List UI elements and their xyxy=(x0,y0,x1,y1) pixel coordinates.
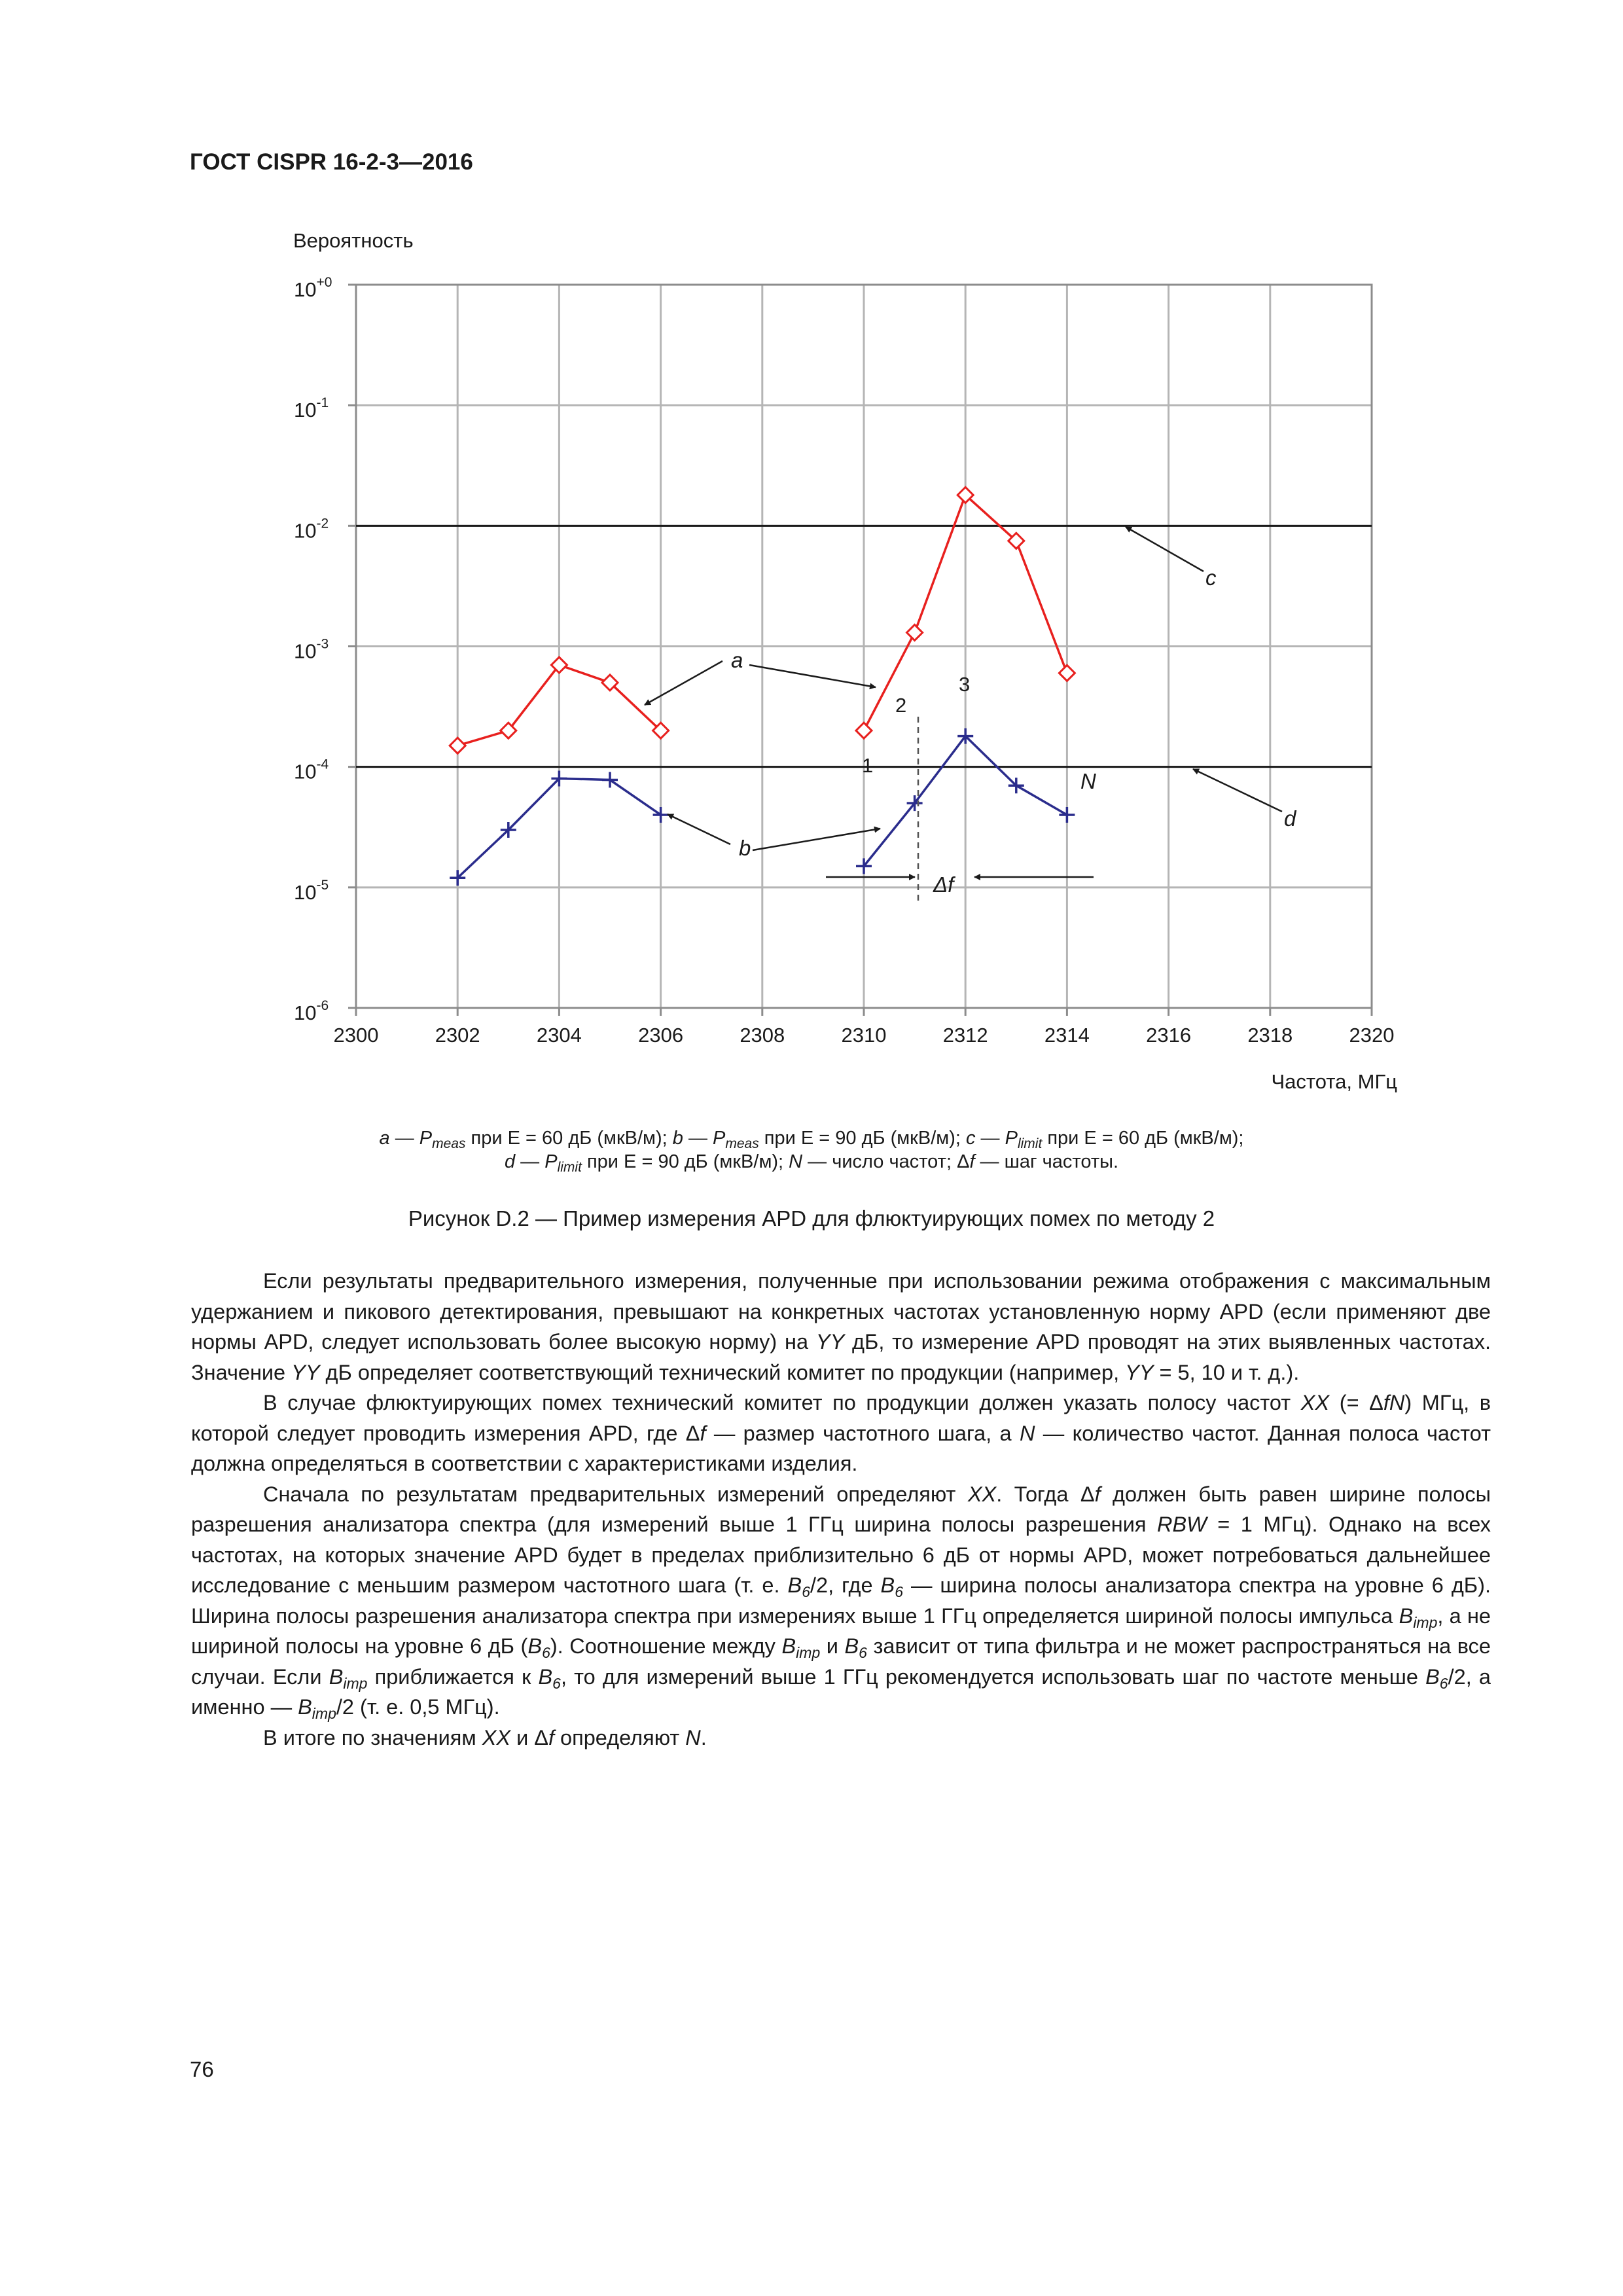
y-tick-label: $10^{-2}$ xyxy=(294,516,329,543)
p3-text-2: . Тогда Δ xyxy=(996,1482,1095,1506)
p3-text-8: ). Соотношение между xyxy=(550,1634,782,1658)
figure-caption: Рисунок D.2 — Пример измерения APD для флюктуирующих помех по методу 2 xyxy=(408,1206,1215,1230)
p3-b6-e: B xyxy=(538,1664,553,1689)
series-a-diamond-marker xyxy=(450,738,465,753)
x-tick-label: 2312 xyxy=(942,1024,988,1047)
y-axis-label: Вероятность xyxy=(293,229,414,252)
x-tick-label: 2302 xyxy=(435,1024,480,1047)
legend-df-text: — шаг частоты. xyxy=(974,1151,1119,1172)
p3-text-4: = 1 МГц). Однако на всех частотах, на которых значение APD будет в пределах приблизительно 6 дБ от нормы APD, может потребоваться дальнейшее исследование с меньшим размером частотного шага (т. е. xyxy=(191,1513,1491,1597)
p4-text-1: В итоге по значениям xyxy=(263,1725,482,1749)
legend-c-dash: — xyxy=(975,1128,1005,1149)
p1-text-2: дБ, то измерение APD проводят на этих выявленных частотах. Значение xyxy=(191,1330,1491,1384)
x-tick-label: 2316 xyxy=(1146,1024,1192,1047)
y-tick-label: $10^{-1}$ xyxy=(294,395,329,422)
series-a-diamond-marker xyxy=(856,723,872,738)
legend-b-sub: meas xyxy=(725,1136,759,1151)
legend-c-sub: limit xyxy=(1017,1136,1043,1151)
legend-df-delta: Δ xyxy=(957,1151,970,1172)
p3-text-5: /2, где xyxy=(810,1573,881,1597)
p3-bimp-1-sub: imp xyxy=(1413,1613,1438,1631)
p2-fn: fN xyxy=(1383,1391,1405,1414)
p3-b6-f-sub: 6 xyxy=(1439,1674,1448,1692)
p3-text-6: — ширина полосы анализатора спектра на уровне 6 дБ). Ширина полосы разрешения анализатора спектра при измерениях выше 1 ГГц определяется шириной полосы импульса xyxy=(191,1573,1491,1628)
annotation-n: N xyxy=(1080,769,1096,793)
p3-text-12: , то для измерений выше 1 ГГц рекомендуется использовать шаг по частоте меньше xyxy=(560,1664,1426,1689)
annotation-arrow-a-right xyxy=(749,665,876,687)
legend-b-dash: — xyxy=(683,1128,713,1149)
legend-n-text: — число частот; xyxy=(802,1151,957,1172)
series-a-diamond-marker xyxy=(1059,665,1075,681)
p3-b6-c: B xyxy=(527,1634,543,1658)
annotation-label-b: b xyxy=(739,836,751,860)
series-b-plus-marker xyxy=(1059,807,1075,823)
y-tick-label: $10^{-5}$ xyxy=(294,877,329,904)
annotation-arrow-c xyxy=(1126,527,1204,571)
p1-yy-2: YY xyxy=(291,1360,320,1384)
legend-a-sub: meas xyxy=(432,1136,466,1151)
p3-bimp-3: B xyxy=(329,1664,344,1689)
p3-text-14: /2 (т. е. 0,5 МГц). xyxy=(336,1695,500,1719)
p3-bimp-2-sub: imp xyxy=(796,1644,821,1661)
p3-b6-f: B xyxy=(1425,1664,1440,1689)
p3-text-3: должен быть равен ширине полосы разрешения анализатора спектра (для измерений выше 1 ГГц ширина полосы разрешения xyxy=(191,1482,1491,1536)
annotation-arrow-b-left xyxy=(668,814,730,844)
p3-b6-e-sub: 6 xyxy=(552,1674,561,1692)
p4-xx: XX xyxy=(482,1725,511,1749)
series-b-plus-marker xyxy=(653,807,669,823)
p3-b6-a: B xyxy=(787,1573,802,1597)
p3-b6-d: B xyxy=(844,1634,859,1658)
p3-text-10: зависит от типа фильтра и не может распространяться на все случаи. Если xyxy=(191,1634,1491,1689)
paragraph-1 xyxy=(191,1266,1491,1388)
paragraph-4 xyxy=(191,1723,1491,1753)
p3-b6-b: B xyxy=(880,1573,895,1597)
p3-rbw: RBW xyxy=(1156,1513,1207,1536)
legend-a-letter: a xyxy=(379,1128,390,1149)
p1-yy-3: YY xyxy=(1125,1360,1154,1384)
page-number: 76 xyxy=(190,2057,214,2081)
legend-a-dash: — xyxy=(389,1128,419,1149)
x-tick-label: 2314 xyxy=(1044,1024,1090,1047)
legend-b-letter: b xyxy=(672,1128,683,1149)
p2-text-3: ) МГц, в которой следует проводить измерения APD, где Δ xyxy=(191,1391,1491,1445)
p3-xx: XX xyxy=(967,1482,997,1506)
legend-a-text: при E = 60 дБ (мкВ/м); xyxy=(465,1128,673,1149)
annotation-label-c: c xyxy=(1205,565,1217,590)
x-axis-label: Частота, МГц xyxy=(1271,1070,1397,1093)
p3-b6-d-sub: 6 xyxy=(859,1644,867,1661)
p1-text-3: дБ определяет соответствующий технический комитет по продукции (например, xyxy=(319,1360,1126,1384)
p3-b6-c-sub: 6 xyxy=(542,1644,550,1661)
legend-c-p: P xyxy=(1005,1128,1018,1149)
x-tick-label: 2308 xyxy=(740,1024,785,1047)
x-tick-label: 2300 xyxy=(333,1024,379,1047)
annotation-arrow-b-right xyxy=(753,829,880,850)
p4-text-3: определяют xyxy=(554,1725,686,1749)
p3-text-1: Сначала по результатам предварительных измерений определяют xyxy=(263,1482,968,1506)
p2-xx: XX xyxy=(1300,1391,1330,1414)
p3-text-9: и xyxy=(820,1634,845,1658)
p3-bimp-4: B xyxy=(298,1695,312,1719)
p4-text-2: и Δ xyxy=(510,1725,548,1749)
y-tick-label: $10^{-4}$ xyxy=(294,757,329,783)
p1-yy-1: YY xyxy=(815,1330,845,1354)
p1-text-1: Если результаты предварительного измерения, полученные при использовании режима отображения с максимальным удержанием и пикового детектирования, превышают на конкретных частотах установленную норму APD (если применяют две нормы APD, следует использовать более высокую норму) на xyxy=(191,1269,1491,1354)
x-tick-label: 2318 xyxy=(1247,1024,1293,1047)
legend-d-p: P xyxy=(544,1151,558,1172)
y-tick-label: $10^{-6}$ xyxy=(294,998,329,1024)
legend-c-letter: c xyxy=(965,1128,976,1149)
p2-text-4: — размер частотного шага, а xyxy=(705,1421,1020,1445)
x-tick-label: 2310 xyxy=(841,1024,887,1047)
y-tick-label: $10^{+0}$ xyxy=(294,275,332,301)
legend-a-p: P xyxy=(419,1128,433,1149)
annotation-label-a: a xyxy=(731,648,743,672)
p1-text-4: = 5, 10 и т. д.). xyxy=(1153,1360,1300,1384)
p4-n: N xyxy=(685,1725,701,1749)
annotation-delta-f: Δf xyxy=(933,872,954,897)
paragraph-2 xyxy=(191,1388,1491,1479)
legend-d-sub: limit xyxy=(557,1160,582,1175)
legend-c-text: при E = 60 дБ (мкВ/м); xyxy=(1042,1128,1244,1149)
p3-bimp-3-sub: imp xyxy=(343,1674,368,1692)
paragraph-3 xyxy=(191,1479,1491,1723)
p4-text-4: . xyxy=(700,1725,707,1749)
p3-bimp-1: B xyxy=(1399,1604,1414,1628)
figure-legend-line-1 xyxy=(164,1127,1459,1149)
annotation-point-3: 3 xyxy=(959,673,971,696)
p2-text-1: В случае флюктуирующих помех технический комитет по продукции должен указать полосу частот xyxy=(263,1391,1301,1414)
p3-f: f xyxy=(1094,1482,1101,1506)
legend-d-letter: d xyxy=(504,1151,516,1172)
figure-legend-line-2 xyxy=(164,1151,1459,1173)
legend-d-dash: — xyxy=(515,1151,545,1172)
legend-b-p: P xyxy=(713,1128,726,1149)
p4-f: f xyxy=(548,1725,555,1749)
annotation-arrow-d xyxy=(1193,769,1282,812)
p2-text-5: — количество частот. Данная полоса частот должна определяться в соответствии с характеристиками изделия. xyxy=(191,1421,1491,1475)
y-tick-label: $10^{-3}$ xyxy=(294,636,329,663)
annotation-arrow-a-left xyxy=(645,661,722,705)
p3-bimp-2: B xyxy=(781,1634,796,1658)
p3-text-11: приближается к xyxy=(367,1664,539,1689)
x-tick-label: 2306 xyxy=(638,1024,684,1047)
p3-b6-a-sub: 6 xyxy=(802,1583,810,1600)
p2-n: N xyxy=(1019,1421,1035,1445)
legend-d-text: при E = 90 дБ (мкВ/м); xyxy=(581,1151,789,1172)
x-tick-label: 2320 xyxy=(1349,1024,1395,1047)
legend-n-letter: N xyxy=(789,1151,803,1172)
series-a-diamond-marker xyxy=(907,625,923,641)
document-header: ГОСТ CISPR 16-2-3—2016 xyxy=(190,149,473,175)
p3-text-13: /2, а именно — xyxy=(191,1664,1491,1719)
annotation-point-2: 2 xyxy=(895,694,907,717)
p3-bimp-4-sub: imp xyxy=(312,1705,336,1722)
p2-f: f xyxy=(700,1421,706,1445)
series-b-plus-marker xyxy=(602,772,618,788)
p2-text-2: (= Δ xyxy=(1329,1391,1383,1414)
x-tick-label: 2304 xyxy=(536,1024,582,1047)
body-text xyxy=(191,1266,1491,1753)
p3-b6-b-sub: 6 xyxy=(895,1583,903,1600)
annotation-point-1: 1 xyxy=(862,754,874,777)
legend-b-text: при E = 90 дБ (мкВ/м); xyxy=(758,1128,966,1149)
annotation-label-d: d xyxy=(1284,806,1296,831)
legend-df-f: f xyxy=(969,1151,975,1172)
p3-text-7: , а не шириной полосы на уровне 6 дБ ( xyxy=(191,1604,1491,1658)
